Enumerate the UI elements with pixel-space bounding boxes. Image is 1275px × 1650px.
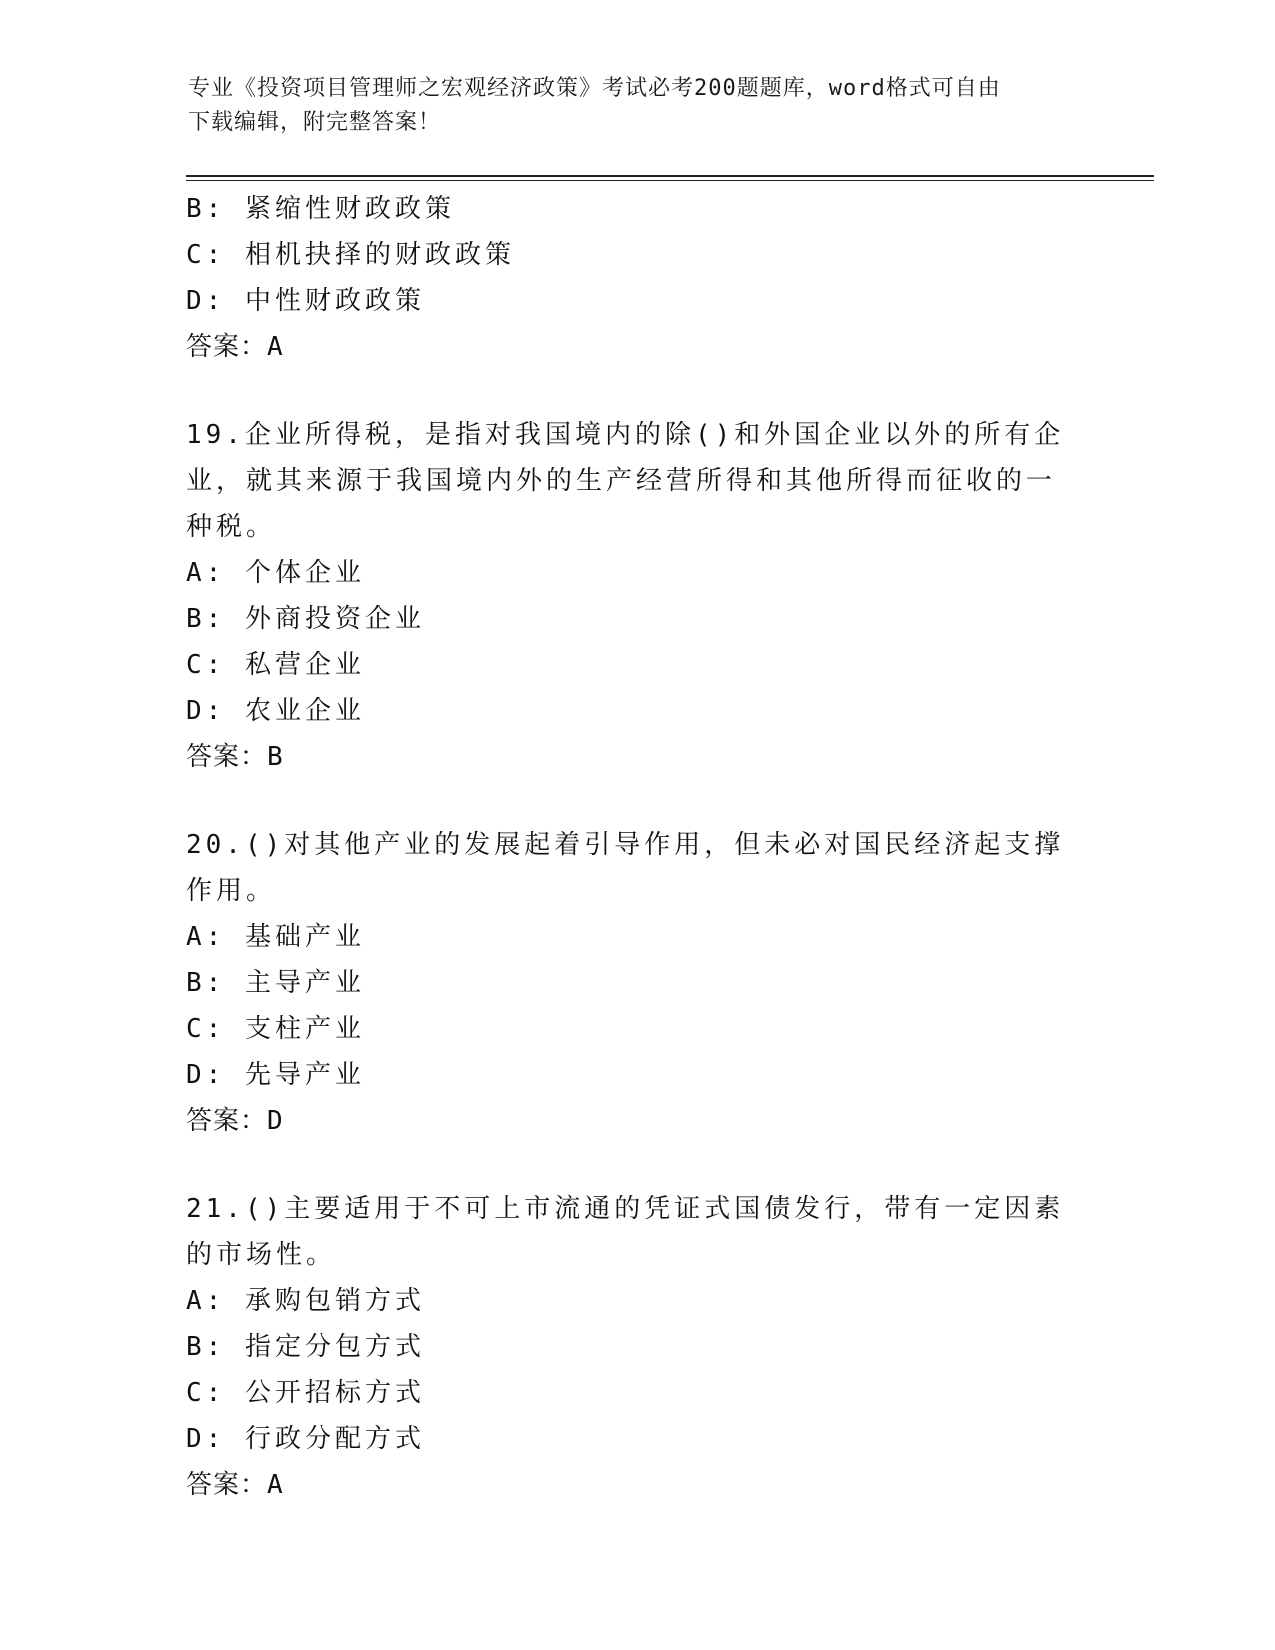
option-a: A: 个体企业	[186, 558, 365, 588]
header-line-2: 下载编辑，附完整答案！	[188, 110, 442, 135]
option-c: C: 公开招标方式	[186, 1378, 425, 1408]
option-c: C: 相机抉择的财政政策	[186, 240, 515, 270]
answer-line: 答案：A	[186, 332, 284, 362]
answer-line: 答案：A	[186, 1470, 284, 1500]
option-a: A: 承购包销方式	[186, 1286, 425, 1316]
option-b: B: 外商投资企业	[186, 604, 425, 634]
question-stem: 20.()对其他产业的发展起着引导作用，但未必对国民经济起支撑作用。	[186, 830, 1065, 906]
question-20	[186, 822, 1086, 1144]
option-c: C: 私营企业	[186, 650, 365, 680]
option-d: D: 行政分配方式	[186, 1424, 425, 1454]
question-stem: 21.()主要适用于不可上市流通的凭证式国债发行，带有一定因素的市场性。	[186, 1194, 1065, 1270]
previous-question-tail	[186, 186, 1086, 370]
question-body	[186, 186, 1086, 1508]
option-d: D: 先导产业	[186, 1060, 365, 1090]
header-line-1: 专业《投资项目管理师之宏观经济政策》考试必考200题题库，word格式可自由	[188, 76, 1001, 101]
question-21	[186, 1186, 1086, 1508]
option-a: A: 基础产业	[186, 922, 365, 952]
option-b: B: 指定分包方式	[186, 1332, 425, 1362]
option-b: B: 紧缩性财政政策	[186, 194, 455, 224]
option-c: C: 支柱产业	[186, 1014, 365, 1044]
option-b: B: 主导产业	[186, 968, 365, 998]
option-d: D: 农业企业	[186, 696, 365, 726]
answer-line: 答案：D	[186, 1106, 284, 1136]
page-header	[188, 72, 1068, 140]
answer-line: 答案：B	[186, 742, 284, 772]
header-divider	[186, 175, 1154, 181]
option-d: D: 中性财政政策	[186, 286, 425, 316]
question-stem: 19.企业所得税，是指对我国境内的除()和外国企业以外的所有企业，就其来源于我国境内外的生产经营所得和其他所得而征收的一种税。	[186, 420, 1065, 542]
question-19	[186, 412, 1086, 780]
